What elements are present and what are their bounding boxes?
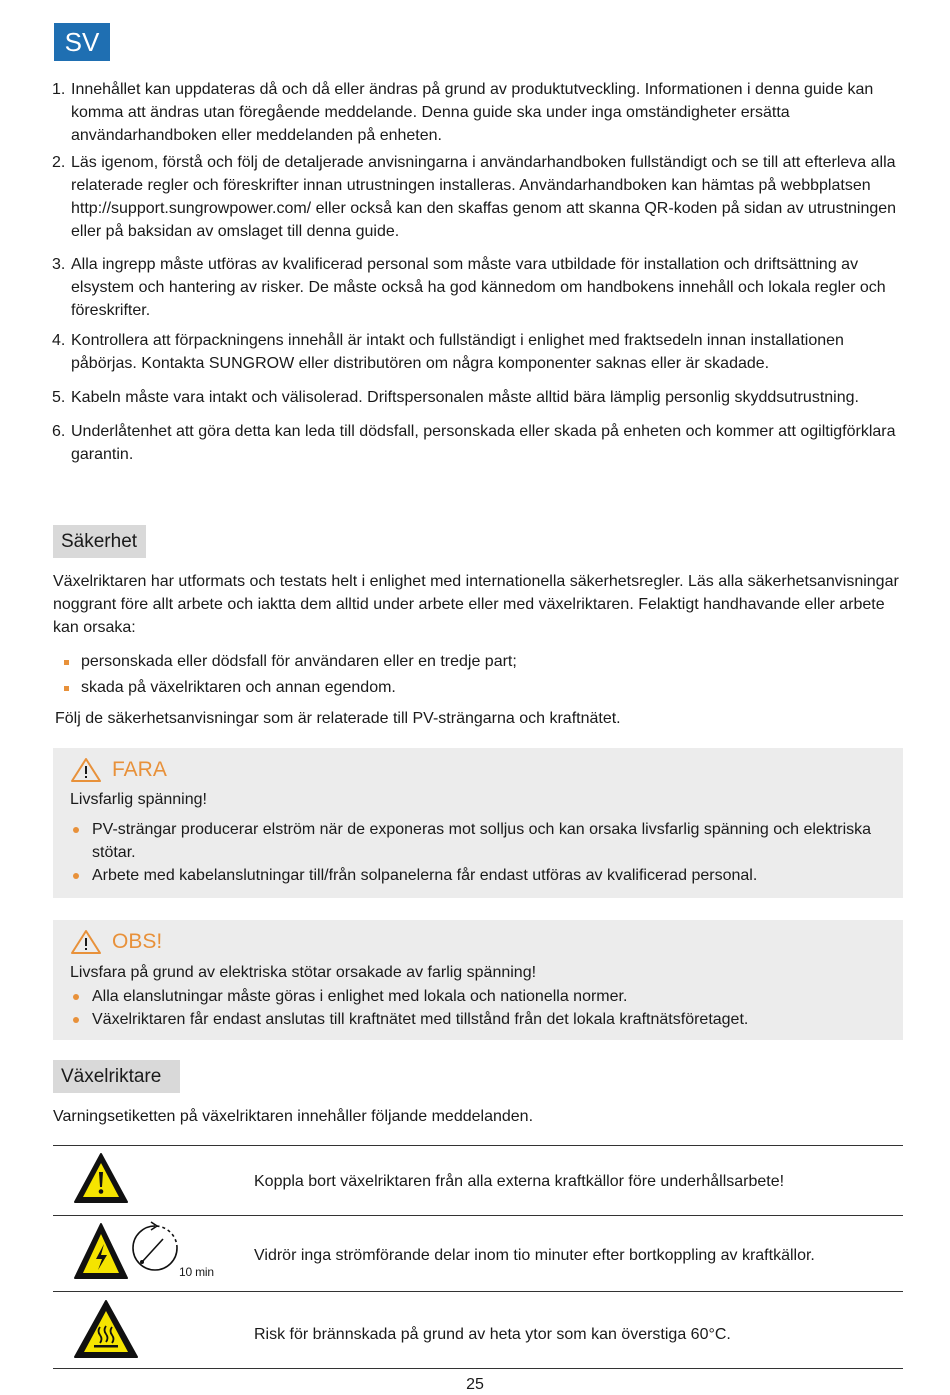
list-item: Växelriktaren får endast anslutas till kraftnätet med tillstånd från det lokala kraftnätsföretaget. — [70, 1008, 890, 1031]
warning-triangle-icon — [70, 757, 102, 783]
bullet-dot-icon — [73, 873, 79, 879]
bullet-dot-icon — [73, 827, 79, 833]
intro-item — [52, 329, 902, 375]
danger-box — [53, 748, 903, 898]
notice-title — [70, 929, 162, 955]
item-text: Innehållet kan uppdateras då och då eller ändras på grund av produktutveckling. Informationen i denna guide kan komma att ändras utan föregående meddelande. Denna guide ska under inga omständigheter ersätta användarhandboken eller meddelanden på enheten. — [71, 81, 874, 144]
safety-paragraph: Växelriktaren har utformats och testats helt i enlighet med internationella säkerhetsregler. Läs alla säkerhetsanvisningar noggrant före allt arbete och iaktta dem alltid under arbete eller med växelriktaren. Felaktigt handhavande eller arbete kan orsaka: — [53, 573, 899, 636]
label-row — [53, 1292, 903, 1368]
label-text: Risk för brännskada på grund av heta ytor som kan överstiga 60°C. — [254, 1326, 731, 1343]
list-item: PV-strängar producerar elström när de exponeras mot solljus och kan orsaka livsfarlig spänning och elektriska stötar. — [70, 818, 890, 864]
intro-item — [52, 253, 902, 322]
square-bullet-icon — [64, 686, 69, 691]
item-text: Läs igenom, förstå och följ de detaljerade anvisningarna i användarhandboken fullständigt och se till att efterleva alla relaterade regler och föreskrifter innan utrustningen installeras. Användarhandboken kan hämtas på webbplatsen http://support.sungrowpower.com/ eller också kan den skaffas genom att skanna QR-koden på sidan av utrustningen eller på baksidan av omslaget till denna guide. — [71, 154, 897, 240]
label-text: Vidrör inga strömförande delar inom tio minuter efter bortkoppling av kraftkällor. — [254, 1247, 815, 1264]
hot-surface-warning-icon — [73, 1299, 139, 1359]
notice-box — [53, 920, 903, 1040]
notice-list — [70, 985, 890, 1031]
danger-subtitle: Livsfarlig spänning! — [70, 791, 207, 808]
page-number: 25 — [466, 1376, 484, 1393]
safety-follow-text: Följ de säkerhetsanvisningar som är relaterade till PV-strängarna och kraftnätet. — [55, 710, 621, 727]
label-row — [53, 1216, 903, 1291]
inverter-paragraph: Varningsetiketten på växelriktaren innehåller följande meddelanden. — [53, 1108, 534, 1125]
intro-item — [52, 420, 902, 466]
notice-title-text: OBS! — [112, 930, 163, 953]
warning-triangle-icon — [70, 929, 102, 955]
danger-title — [70, 757, 167, 783]
intro-list — [52, 78, 902, 466]
label-text: Koppla bort växelriktaren från alla externa kraftkällor före underhållsarbete! — [254, 1173, 785, 1190]
intro-item — [52, 151, 902, 243]
section-heading-safety: Säkerhet — [53, 525, 146, 558]
list-item: Alla elanslutningar måste göras i enlighet med lokala och nationella normer. — [70, 985, 890, 1008]
bullet-dot-icon — [73, 994, 79, 1000]
item-number: 3. — [52, 256, 66, 273]
danger-list — [70, 818, 890, 887]
table-rule — [53, 1368, 903, 1369]
item-text: Underlåtenhet att göra detta kan leda till dödsfall, personskada eller skada på enheten och kommer att ogiltigförklara garantin. — [71, 423, 896, 463]
item-text: Kontrollera att förpackningens innehåll är intakt och fullständigt i enlighet med fraktsedeln innan installationen påbörjas. Kontakta SUNGROW eller distributören om några komponenter saknas eller är skadade. — [71, 332, 844, 372]
notice-subtitle: Livsfara på grund av elektriska stötar orsakade av farlig spänning! — [70, 964, 537, 981]
item-number: 1. — [52, 81, 66, 98]
item-number: 5. — [52, 389, 66, 406]
safety-list — [64, 649, 517, 701]
general-warning-icon — [73, 1152, 129, 1204]
electric-shock-warning-icon — [73, 1222, 129, 1280]
intro-item — [52, 78, 902, 147]
list-item: skada på växelriktaren och annan egendom. — [64, 675, 517, 701]
item-number: 4. — [52, 332, 66, 349]
label-row — [53, 1146, 903, 1215]
list-item: Arbete med kabelanslutningar till/från solpanelerna får endast utföras av kvalificerad personal. — [70, 864, 890, 887]
language-badge: SV — [54, 23, 110, 61]
bullet-dot-icon — [73, 1017, 79, 1023]
list-item: personskada eller dödsfall för användaren eller en tredje part; — [64, 649, 517, 675]
danger-title-text: FARA — [112, 758, 167, 781]
timer-icon — [128, 1220, 183, 1278]
intro-item — [52, 386, 902, 409]
item-number: 6. — [52, 423, 66, 440]
section-heading-inverter: Växelriktare — [53, 1060, 180, 1093]
item-text: Kabeln måste vara intakt och välisolerad. Driftspersonalen måste alltid bära lämplig personlig skyddsutrustning. — [71, 389, 859, 406]
timer-label: 10 min — [179, 1265, 214, 1279]
item-number: 2. — [52, 154, 66, 171]
square-bullet-icon — [64, 660, 69, 665]
item-text: Alla ingrepp måste utföras av kvalificerad personal som måste vara utbildade för installation och driftsättning av elsystem och hantering av risker. De måste också ha god kännedom om handbokens innehåll och lokala regler och föreskrifter. — [71, 256, 886, 319]
